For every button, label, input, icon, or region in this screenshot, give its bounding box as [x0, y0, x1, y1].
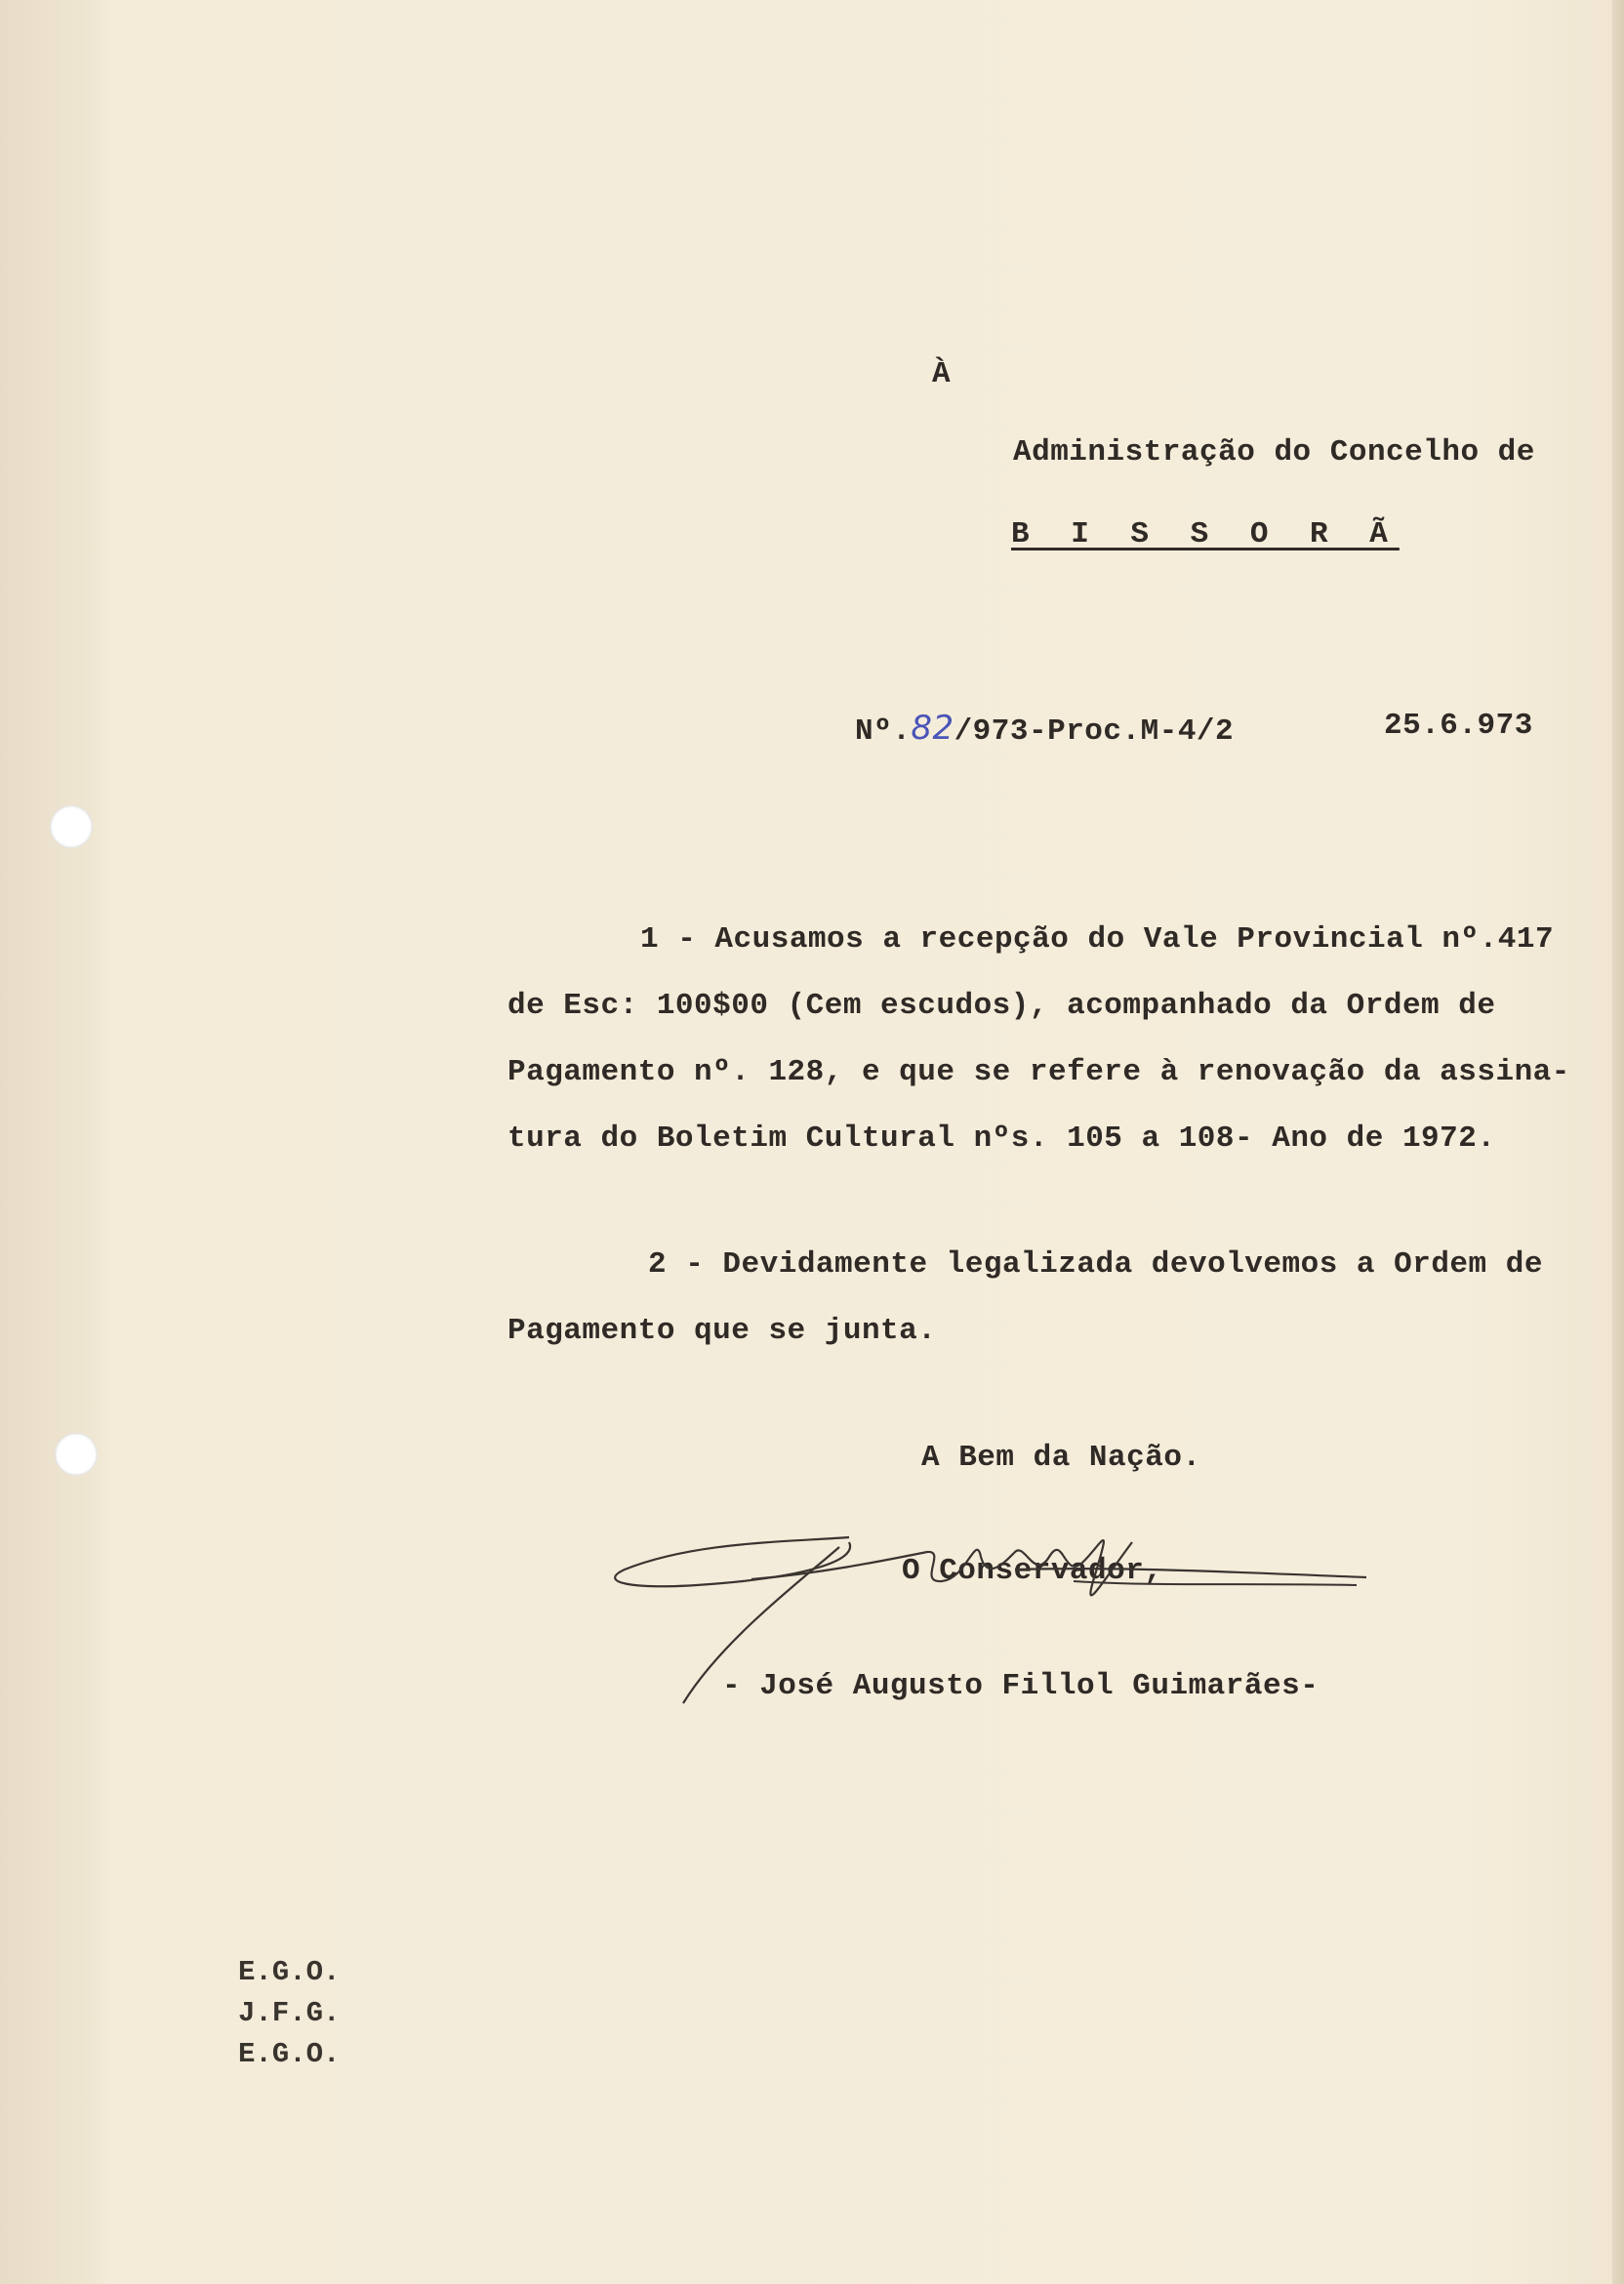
addressee-place: B I S S O R Ã [1011, 517, 1400, 551]
paper-left-shadow [0, 0, 115, 2284]
paragraph-2 [508, 1232, 1543, 1365]
initials-line: J.F.G. [238, 1997, 341, 2029]
signatory-name: - José Augusto Fillol Guimarães- [722, 1669, 1320, 1703]
initials-line: E.G.O. [238, 1956, 341, 1988]
punch-hole-bottom [55, 1433, 98, 1476]
reference-prefix: Nº. [855, 714, 912, 749]
paragraph-2-line: 2 - Devidamente legalizada devolvemos a Ordem de [648, 1247, 1543, 1282]
reference-number [855, 709, 1234, 749]
signatory-title: O Conservador, [902, 1554, 1163, 1588]
reference-handwritten-number: 82 [911, 709, 954, 748]
typist-initials [238, 1952, 340, 2075]
initials-line: E.G.O. [238, 2038, 341, 2070]
addressee-a: À [932, 357, 952, 391]
paragraph-1-line: Pagamento nº. 128, e que se refere à renovação da assina- [508, 1055, 1570, 1089]
document-date: 25.6.973 [1384, 709, 1533, 743]
paragraph-1-line: de Esc: 100$00 (Cem escudos), acompanhado da Ordem de [508, 989, 1496, 1023]
paragraph-1-line: 1 - Acusamos a recepção do Vale Provincial nº.417 [640, 922, 1555, 957]
paragraph-1-line: tura do Boletim Cultural nºs. 105 a 108- Ano de 1972. [508, 1122, 1496, 1156]
punch-hole-top [50, 805, 93, 848]
paragraph-1 [508, 907, 1570, 1172]
addressee-line: Administração do Concelho de [1013, 435, 1535, 469]
reference-suffix: /973-Proc.M-4/2 [954, 714, 1235, 749]
paragraph-2-line: Pagamento que se junta. [508, 1314, 937, 1348]
closing-salutation: A Bem da Nação. [921, 1441, 1201, 1475]
paper-right-edge [1612, 0, 1624, 2284]
